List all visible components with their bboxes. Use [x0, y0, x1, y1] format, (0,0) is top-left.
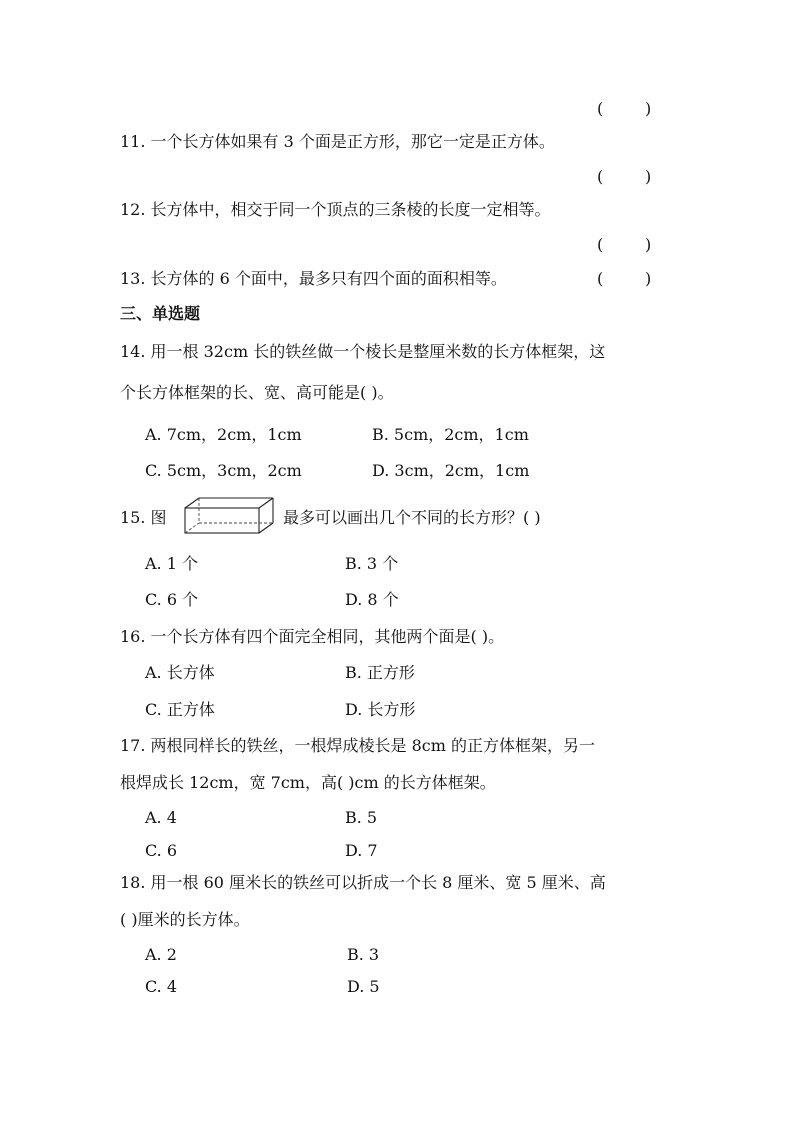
- question-15-prefix: 15. 图: [120, 508, 167, 527]
- question-18-line1: 18. 用一根 60 厘米长的铁丝可以折成一个长 8 厘米、宽 5 厘米、高: [120, 873, 606, 892]
- option-18-c[interactable]: C. 4: [145, 977, 178, 996]
- option-16-c[interactable]: C. 正方体: [145, 700, 215, 719]
- question-18-line2: ( )厘米的长方体。: [120, 910, 250, 929]
- option-17-b[interactable]: B. 5: [345, 808, 378, 827]
- section-title: 三、单选题: [120, 304, 201, 323]
- option-15-b[interactable]: B. 3 个: [345, 554, 399, 573]
- option-14-c[interactable]: C. 5cm，3cm，2cm: [145, 461, 302, 480]
- option-14-a[interactable]: A. 7cm，2cm，1cm: [145, 425, 302, 444]
- option-15-a[interactable]: A. 1 个: [145, 554, 198, 573]
- option-17-c[interactable]: C. 6: [145, 841, 178, 860]
- question-12: 12. 长方体中，相交于同一个顶点的三条棱的长度一定相等。: [120, 200, 551, 219]
- question-11: 11. 一个长方体如果有 3 个面是正方形，那它一定是正方体。: [120, 132, 555, 151]
- option-18-a[interactable]: A. 2: [145, 945, 177, 964]
- option-16-b[interactable]: B. 正方形: [345, 663, 415, 682]
- option-18-d[interactable]: D. 5: [347, 977, 380, 996]
- paren-close: ): [645, 99, 652, 118]
- option-18-b[interactable]: B. 3: [347, 945, 380, 964]
- paren-close: ): [645, 235, 652, 254]
- option-14-b[interactable]: B. 5cm，2cm，1cm: [372, 425, 529, 444]
- paren-open: (: [597, 99, 604, 118]
- option-17-a[interactable]: A. 4: [145, 808, 177, 827]
- option-15-c[interactable]: C. 6 个: [145, 590, 199, 609]
- question-17-line1: 17. 两根同样长的铁丝，一根焊成棱长是 8cm 的正方体框架，另一: [120, 736, 596, 755]
- option-16-d[interactable]: D. 长方形: [345, 700, 416, 719]
- question-15-suffix: 最多可以画出几个不同的长方形？( ): [283, 508, 541, 527]
- question-16: 16. 一个长方体有四个面完全相同，其他两个面是( )。: [120, 627, 505, 646]
- paren-close: ): [645, 167, 652, 186]
- question-14-line1: 14. 用一根 32cm 长的铁丝做一个棱长是整厘米数的长方体框架，这: [120, 342, 606, 361]
- paren-open: (: [597, 235, 604, 254]
- option-17-d[interactable]: D. 7: [345, 841, 378, 860]
- paren-open: (: [597, 269, 604, 288]
- cuboid-figure-icon: [183, 496, 275, 536]
- paren-open: (: [597, 167, 604, 186]
- question-14-line2: 个长方体框架的长、宽、高可能是( )。: [120, 383, 394, 402]
- paren-close: ): [645, 269, 652, 288]
- option-14-d[interactable]: D. 3cm，2cm，1cm: [372, 461, 530, 480]
- option-16-a[interactable]: A. 长方体: [145, 663, 215, 682]
- question-13: 13. 长方体的 6 个面中，最多只有四个面的面积相等。: [120, 269, 507, 288]
- option-15-d[interactable]: D. 8 个: [345, 590, 399, 609]
- question-17-line2: 根焊成长 12cm，宽 7cm，高( )cm 的长方体框架。: [120, 773, 496, 792]
